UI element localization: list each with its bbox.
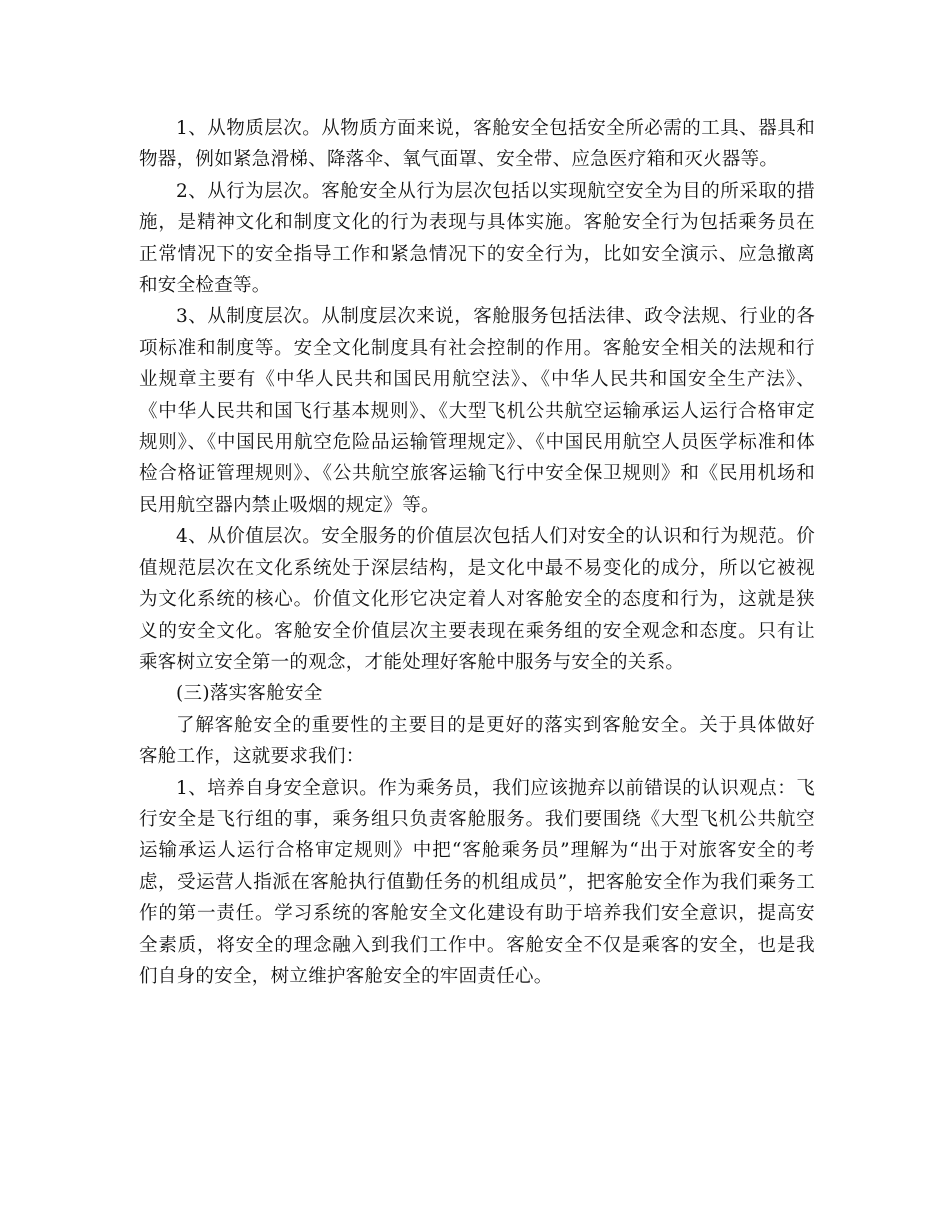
section-heading: (三)落实客舱安全: [176, 683, 323, 705]
paragraph-system-level: 3、从制度层次。从制度层次来说，客舱服务包括法律、政令法规、行业的各项标准和制度等。安全文化制度具有社会控制的作用。客舱安全相关的法规和行业规章主要有《中华人民共和国民用航空法》、《中华人民共和国安全生产法》、《中华人民共和国飞行基本规则》、《大型飞机公共航空运输承运人运行合格审定规则》、《中国民用航空危险品运输管理规定》、《中国民用航空人员医学标准和体检合格证管理规则》、《公共航空旅客运输飞行中安全保卫规则》和《民用机场和民用航空器内禁止吸烟的规定》等。: [139, 306, 815, 516]
paragraph-safety-awareness: 1、培养自身安全意识。作为乘务员，我们应该抛弃以前错误的认识观点：飞行安全是飞行组的事，乘务组只负责客舱服务。我们要围绕《大型飞机公共航空运输承运人运行合格审定规则》中把“客舱乘务员”理解为“出于对旅客安全的考虑，受运营人指派在客舱执行值勤任务的机组成员”，把客舱安全作为我们乘务工作的第一责任。学习系统的客舱安全文化建设有助于培养我们安全意识，提高安全素质，将安全的理念融入到我们工作中。客舱安全不仅是乘客的安全，也是我们自身的安全，树立维护客舱安全的牢固责任心。: [139, 777, 815, 987]
paragraph-value-level: 4、从价值层次。安全服务的价值层次包括人们对安全的认识和行为规范。价值规范层次在文化系统处于深层结构，是文化中最不易变化的成分，所以它被视为文化系统的核心。价值文化形它决定着人对客舱安全的态度和行为，这就是狭义的安全文化。客舱安全价值层次主要表现在乘务组的安全观念和态度。只有让乘客树立安全第一的观念，才能处理好客舱中服务与安全的关系。: [139, 526, 815, 673]
document-body: [139, 113, 815, 992]
paragraph-intro: 了解客舱安全的重要性的主要目的是更好的落实到客舱安全。关于具体做好客舱工作，这就要求我们：: [139, 714, 815, 768]
paragraph-material-level: 1、从物质层次。从物质方面来说，客舱安全包括安全所必需的工具、器具和物器，例如紧急滑梯、降落伞、氧气面罩、安全带、应急医疗箱和灭火器等。: [139, 118, 815, 171]
paragraph-behavior-level: 2、从行为层次。客舱安全从行为层次包括以实现航空安全为目的所采取的措施，是精神文化和制度文化的行为表现与具体实施。客舱安全行为包括乘务员在正常情况下的安全指导工作和紧急情况下的安全行为，比如安全演示、应急撤离和安全检查等。: [139, 180, 815, 297]
